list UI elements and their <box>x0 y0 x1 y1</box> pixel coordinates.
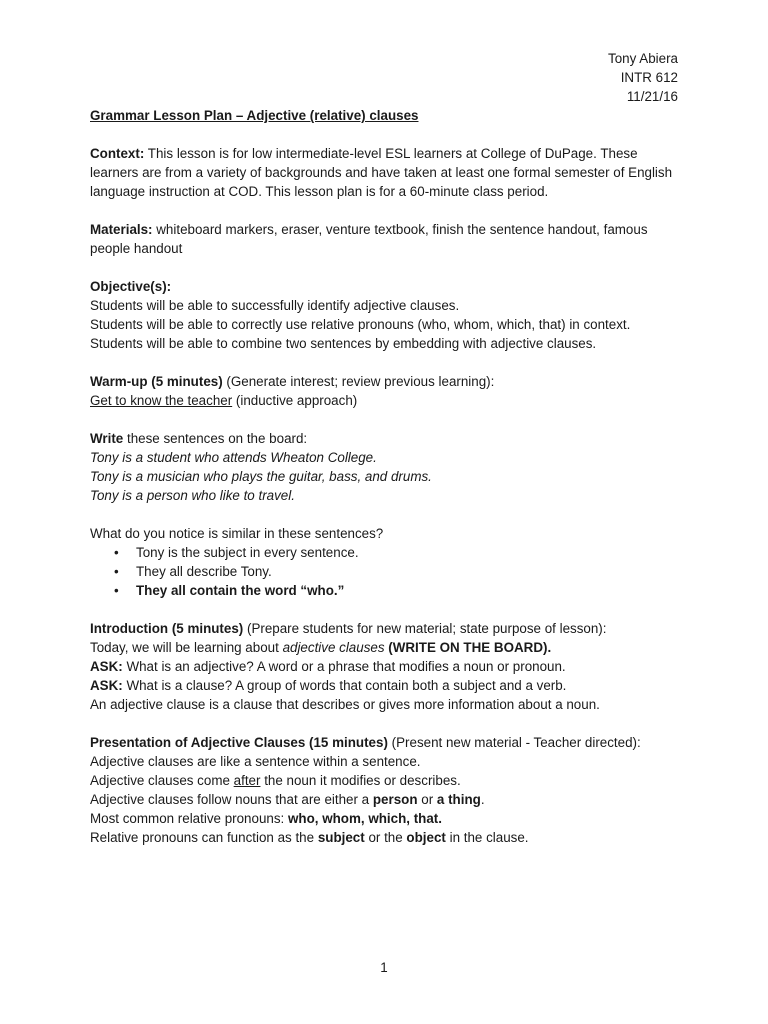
context-label: Context: <box>90 146 145 161</box>
bullet-icon: • <box>114 564 119 579</box>
list-item-text: They all describe Tony. <box>136 564 272 579</box>
bullet-icon: • <box>114 545 119 560</box>
introduction-section <box>90 619 678 714</box>
warmup-label: Warm-up (5 minutes) <box>90 374 223 389</box>
text-fragment: or the <box>368 830 403 845</box>
text-fragment: Most common relative pronouns: <box>90 811 285 826</box>
materials-text: whiteboard markers, eraser, venture textbook, finish the sentence handout, famous people handout <box>90 222 648 256</box>
emphasis-object: object <box>406 830 446 845</box>
objective-item: Students will be able to successfully identify adjective clauses. <box>90 298 460 313</box>
introduction-today: Today, we will be learning about <box>90 640 279 655</box>
notice-question: What do you notice is similar in these sentences? <box>90 526 384 541</box>
presentation-point <box>90 771 678 790</box>
list-item <box>114 543 678 562</box>
presentation-point <box>90 790 678 809</box>
presentation-label: Presentation of Adjective Clauses (15 minutes) <box>90 735 388 750</box>
document-page <box>90 0 678 1024</box>
adjective-clause-definition: An adjective clause is a clause that describes or gives more information about a noun. <box>90 697 600 712</box>
ask-question: What is a clause? A group of words that contain both a subject and a verb. <box>126 678 567 693</box>
example-sentence: Tony is a musician who plays the guitar, bass, and drums. <box>90 469 432 484</box>
document-title: Grammar Lesson Plan – Adjective (relative) clauses <box>90 108 419 123</box>
notice-section <box>90 524 678 600</box>
text-fragment: . <box>480 792 485 807</box>
emphasis-subject: subject <box>317 830 365 845</box>
text-fragment: Relative pronouns can function as the <box>90 830 315 845</box>
list-item <box>114 581 678 600</box>
example-sentence: Tony is a person who like to travel. <box>90 488 295 503</box>
author-name: Tony Abiera <box>608 51 678 66</box>
warmup-approach: (inductive approach) <box>235 393 358 408</box>
text-fragment: or <box>421 792 434 807</box>
presentation-point <box>90 828 678 847</box>
introduction-instruction: (WRITE ON THE BOARD). <box>388 640 552 655</box>
list-item-text: Tony is the subject in every sentence. <box>136 545 359 560</box>
bullet-icon: • <box>114 583 119 598</box>
document-date: 11/21/16 <box>626 89 678 104</box>
write-text: these sentences on the board: <box>126 431 308 446</box>
presentation-point <box>90 809 678 828</box>
write-section <box>90 429 678 505</box>
list-item <box>114 562 678 581</box>
text-fragment: Adjective clauses come <box>90 773 230 788</box>
notice-bullet-list <box>90 543 678 600</box>
ask-label: ASK: <box>90 678 123 693</box>
relative-pronouns: who, whom, which, that. <box>287 811 442 826</box>
ask-question: What is an adjective? A word or a phrase that modifies a noun or pronoun. <box>126 659 566 674</box>
list-item-text: They all contain the word “who.” <box>136 583 345 598</box>
materials-label: Materials: <box>90 222 153 237</box>
warmup-activity: Get to know the teacher <box>90 393 233 408</box>
ask-label: ASK: <box>90 659 123 674</box>
context-section <box>90 144 678 201</box>
write-label: Write <box>90 431 124 446</box>
introduction-label: Introduction (5 minutes) <box>90 621 244 636</box>
example-sentence: Tony is a student who attends Wheaton College. <box>90 450 377 465</box>
objective-item: Students will be able to correctly use relative pronouns (who, whom, which, that) in context. <box>90 317 631 332</box>
introduction-term: adjective clauses <box>282 640 385 655</box>
context-text: This lesson is for low intermediate-level ESL learners at College of DuPage. These learners are from a variety of backgrounds and have taken at least one formal semester of English language instruction at COD. This lesson plan is for a 60-minute class period. <box>90 146 673 199</box>
warmup-description: (Generate interest; review previous learning): <box>226 374 495 389</box>
presentation-point: Adjective clauses are like a sentence within a sentence. <box>90 754 421 769</box>
presentation-description: (Present new material - Teacher directed): <box>391 735 641 750</box>
objective-item: Students will be able to combine two sentences by embedding with adjective clauses. <box>90 336 597 351</box>
warmup-section <box>90 372 678 410</box>
introduction-description: (Prepare students for new material; state purpose of lesson): <box>246 621 607 636</box>
text-fragment: the noun it modifies or describes. <box>264 773 461 788</box>
presentation-section <box>90 733 678 847</box>
emphasis-thing: a thing <box>436 792 481 807</box>
text-fragment: Adjective clauses follow nouns that are either a <box>90 792 370 807</box>
objectives-label: Objective(s): <box>90 279 172 294</box>
lesson-plan-body <box>90 106 678 847</box>
materials-section <box>90 220 678 258</box>
objectives-section <box>90 277 678 353</box>
course-code: INTR 612 <box>620 70 678 85</box>
page-number: 1 <box>380 960 388 975</box>
author-header <box>608 49 678 106</box>
emphasis-after: after <box>233 773 261 788</box>
text-fragment: in the clause. <box>449 830 529 845</box>
emphasis-person: person <box>372 792 418 807</box>
